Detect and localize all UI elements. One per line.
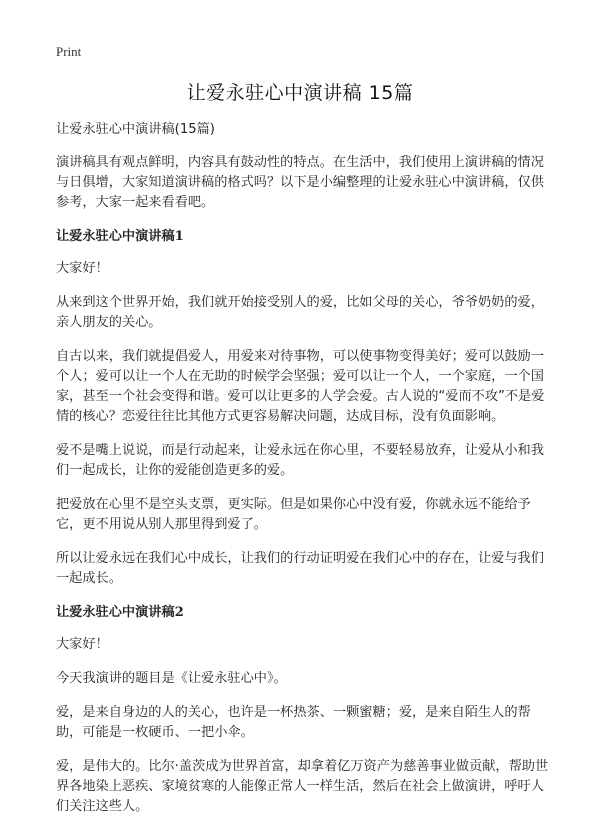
section-heading-1: 让爱永驻心中演讲稿1 [56,229,184,244]
paragraph: 把爱放在心里不是空头支票，更实际。但是如果你心中没有爱，你就永远不能给予它，更不用说从别人那里得到爱了。 [56,497,531,532]
greeting-2: 大家好！ [56,637,109,652]
print-link[interactable]: Print [56,44,82,59]
paragraph: 今天我演讲的题目是《让爱永驻心中》。 [56,671,287,686]
paragraph: 从来到这个世界开始，我们就开始接受别人的爱，比如父母的关心，爷爷奶奶的爱，亲人朋友的关心。 [56,295,544,330]
section-heading-2: 让爱永驻心中演讲稿2 [56,605,184,620]
greeting-1: 大家好！ [56,261,109,276]
document-subtitle: 让爱永驻心中演讲稿(15篇) [56,122,215,137]
document-body [56,120,552,831]
paragraph: 爱，是伟大的。比尔·盖茨成为世界首富，却拿着亿万资产为慈善事业做贡献，帮助世界各地染上恶疾、家境贫寒的人能像正常人一样生活，然后在社会上做演讲，呼吁人们关注这些人。 [56,759,549,814]
paragraph: 爱不是嘴上说说，而是行动起来，让爱永远在你心里，不要轻易放弃，让爱从小和我们一起成长，让你的爱能创造更多的爱。 [56,443,544,478]
intro-paragraph: 演讲稿具有观点鲜明，内容具有鼓动性的特点。在生活中，我们使用上演讲稿的情况与日俱增，大家知道演讲稿的格式吗？以下是小编整理的让爱永驻心中演讲稿，仅供参考，大家一起来看看吧。 [56,155,544,210]
paragraph: 所以让爱永远在我们心中成长，让我们的行动证明爱在我们心中的存在，让爱与我们一起成长。 [56,551,544,586]
page-title: 让爱永驻心中演讲稿 15篇 [186,82,414,104]
paragraph: 爱，是来自身边的人的关心，也许是一杯热茶、一颗蜜糖；爱，是来自陌生人的帮助，可能是一枚硬币、一把小伞。 [56,705,531,740]
paragraph: 自古以来，我们就提倡爱人，用爱来对待事物，可以使事物变得美好；爱可以鼓励一个人；爱可以让一个人在无助的时候学会坚强；爱可以让一个人，一个家庭，一个国家，甚至一个社会变得和谐。爱可以让更多的人学会爱。古人说的“爱而不攻”不是爱情的核心？恋爱往往比其他方式更容易解决问题，达成目标，没有负面影响。 [56,349,545,424]
